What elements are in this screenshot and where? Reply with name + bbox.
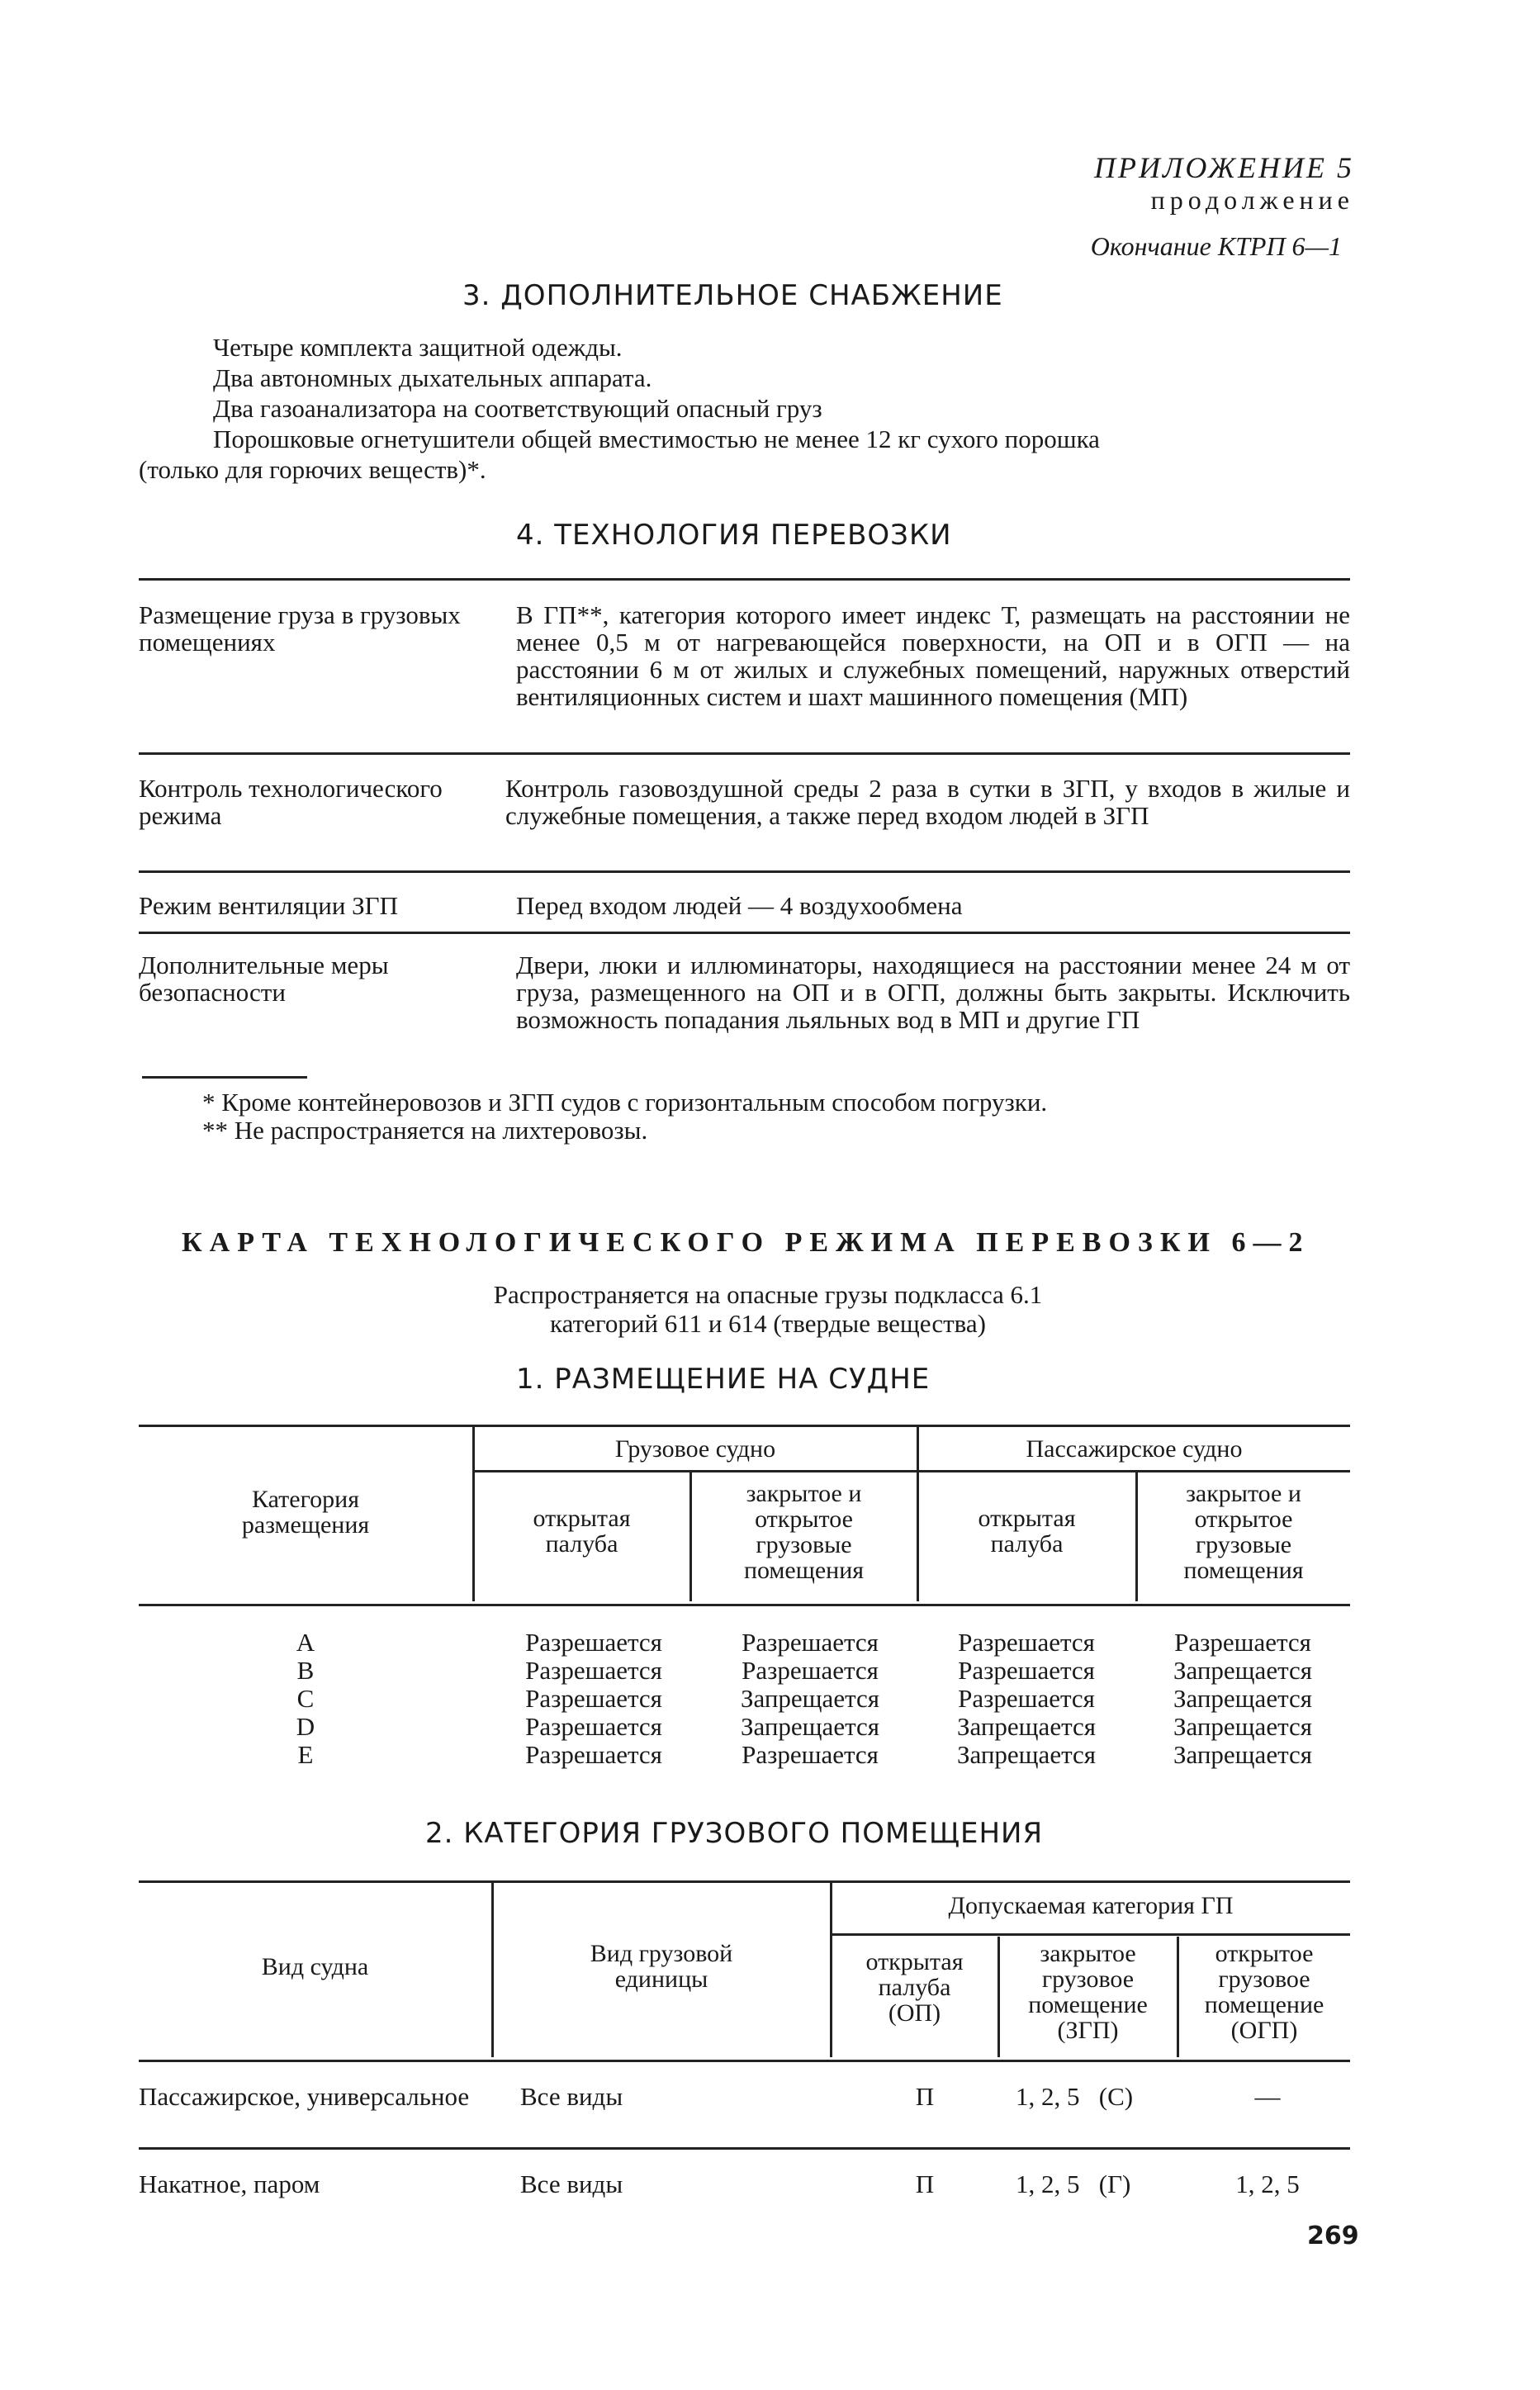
placement-group-rule [474,1470,1350,1472]
hold-header-rule [139,2060,1350,2062]
tech-row-1-rule [139,752,1350,755]
placement-header-rule [139,1604,1350,1606]
hold-row-2-ogp: 1, 2, 5 [1235,2169,1300,2198]
placement-category-d: D [296,1712,315,1741]
footnote-2: ** Не распространяется на лихтеровозы. [202,1116,648,1145]
placement-title: 1. РАЗМЕЩЕНИЕ НА СУДНЕ [516,1363,931,1396]
tech-row-4-text: Двери, люки и иллюминаторы, находящиеся на расстоянии менее 24 м от груза, размещенного на ОП и в ОГП, должны быть закрыты. Исключить возможность попадания льяльных вод в МП и другие ГП [516,951,1350,1034]
hold-row-2-zgp: 1, 2, 5 (Г) [1016,2169,1131,2198]
card-subtitle-2: категорий 611 и 614 (твердые вещества) [550,1309,986,1338]
section3-line-3: Два газоанализатора на соответствующий опасный груз [213,394,822,423]
hold-sub-ogp: открытое грузовое помещение (ОГП) [1204,1940,1324,2044]
placement-c3-r3: Разрешается [958,1684,1095,1713]
hold-sub-op: открытая палуба (ОП) [865,1948,964,2027]
page-number: 269 [1307,2222,1359,2250]
hold-row-1-unit: Все виды [520,2082,623,2111]
placement-c1-r4: Разрешается [525,1712,662,1741]
placement-top-rule [139,1425,1350,1427]
section3-line-1: Четыре комплекта защитной одежды. [213,333,623,362]
tech-row-3-text: Перед входом людей — 4 воздухообмена [516,891,963,920]
placement-c4-r3: Запрещается [1173,1684,1313,1713]
placement-col-category: Категория размещения [241,1486,370,1539]
placement-sub-closed-passenger: закрытое и открытое грузовые помещения [1183,1480,1304,1584]
placement-c4-r1: Разрешается [1174,1628,1311,1657]
tech-row-4-label: Дополнительные меры безопасности [139,951,389,1007]
placement-c4-r2: Запрещается [1173,1656,1313,1685]
section3-line-4: Порошковые огнетушители общей вместимостью не менее 12 кг сухого порошка [213,424,1100,453]
ending-label: Окончание КТРП 6—1 [1090,231,1342,261]
placement-category-b: B [296,1656,315,1685]
placement-c2-r1: Разрешается [742,1628,879,1657]
card-title: КАРТА ТЕХНОЛОГИЧЕСКОГО РЕЖИМА ПЕРЕВОЗКИ 6—2 [182,1227,1310,1258]
hold-row-2-op: П [915,2169,935,2198]
placement-c1-r1: Разрешается [525,1628,662,1657]
hold-sub-zgp: закрытое грузовое помещение (ЗГП) [1028,1940,1148,2044]
placement-c1-r3: Разрешается [525,1684,662,1713]
hold-row-1-ogp: — [1254,2082,1281,2111]
placement-c2-r3: Запрещается [740,1684,880,1713]
placement-category-a: A [296,1628,315,1657]
tech-row-2-rule [139,870,1350,873]
placement-c1-r5: Разрешается [525,1740,662,1769]
placement-group-cargo: Грузовое судно [614,1435,776,1463]
section4-top-rule [139,578,1350,581]
hold-row-1-zgp: 1, 2, 5 (С) [1016,2082,1134,2111]
hold-group: Допускаемая категория ГП [948,1892,1234,1919]
appendix-heading: ПРИЛОЖЕНИЕ 5 [1094,151,1354,184]
section4-title: 4. ТЕХНОЛОГИЯ ПЕРЕВОЗКИ [516,519,952,552]
tech-row-1-text: В ГП**, категория которого имеет индекс Т, размещать на расстоянии не менее 0,5 м от нагревающейся поверхности, на ОП и в ОГП — на расстоянии 6 м от жилых и служебных помещений, наружных отверстий вентиляционных систем и шахт машинного помещения (МП) [516,600,1350,711]
placement-c2-r2: Разрешается [742,1656,879,1685]
tech-row-2-label: Контроль технологического режима [139,774,443,830]
placement-c4-r5: Запрещается [1173,1740,1313,1769]
placement-c4-r4: Запрещается [1173,1712,1313,1741]
tech-row-3-label: Режим вентиляции ЗГП [139,891,398,920]
section3-title: 3. ДОПОЛНИТЕЛЬНОЕ СНАБЖЕНИЕ [462,279,1003,312]
placement-c2-r5: Разрешается [742,1740,879,1769]
hold-top-rule [139,1880,1350,1883]
section3-line-5: (только для горючих веществ)*. [139,455,486,484]
placement-group-passenger: Пассажирское судно [1026,1435,1243,1463]
tech-footnote-rule [142,1076,307,1079]
footnote-1: * Кроме контейнеровозов и ЗГП судов с горизонтальным способом погрузки. [202,1088,1048,1117]
tech-row-1-label: Размещение груза в грузовых помещениях [139,600,461,657]
hold-col-vessel: Вид судна [261,1953,369,1980]
placement-category-e: E [297,1740,314,1769]
placement-category-c: C [296,1684,315,1713]
tech-row-3-rule [139,932,1350,934]
card-subtitle-1: Распространяется на опасные грузы подкласса 6.1 [493,1280,1043,1309]
placement-sub-closed-cargo: закрытое и открытое грузовые помещения [743,1480,865,1584]
placement-c3-r2: Разрешается [958,1656,1095,1685]
hold-group-rule [832,1933,1350,1936]
section3-line-2: Два автономных дыхательных аппарата. [213,363,652,392]
hold-row-1-op: П [915,2082,935,2111]
placement-c3-r1: Разрешается [958,1628,1095,1657]
placement-c1-r2: Разрешается [525,1656,662,1685]
tech-row-2-text: Контроль газовоздушной среды 2 раза в сутки в ЗГП, у входов в жилые и служебные помещения, а также перед входом людей в ЗГП [505,774,1350,830]
placement-c3-r4: Запрещается [956,1712,1097,1741]
hold-row-2-vessel: Накатное, паром [139,2169,320,2198]
placement-c3-r5: Запрещается [956,1740,1097,1769]
continuation-label: продолжение [1150,185,1354,215]
hold-col-unit: Вид грузовой единицы [590,1940,733,1993]
placement-sub-open-cargo: открытая палуба [533,1505,631,1558]
hold-title: 2. КАТЕГОРИЯ ГРУЗОВОГО ПОМЕЩЕНИЯ [425,1817,1044,1850]
placement-c2-r4: Запрещается [740,1712,880,1741]
hold-row-2-unit: Все виды [520,2169,623,2198]
placement-sub-open-passenger: открытая палуба [978,1505,1076,1558]
hold-row-rule [139,2147,1350,2150]
hold-row-1-vessel: Пассажирское, универсальное [139,2082,470,2111]
